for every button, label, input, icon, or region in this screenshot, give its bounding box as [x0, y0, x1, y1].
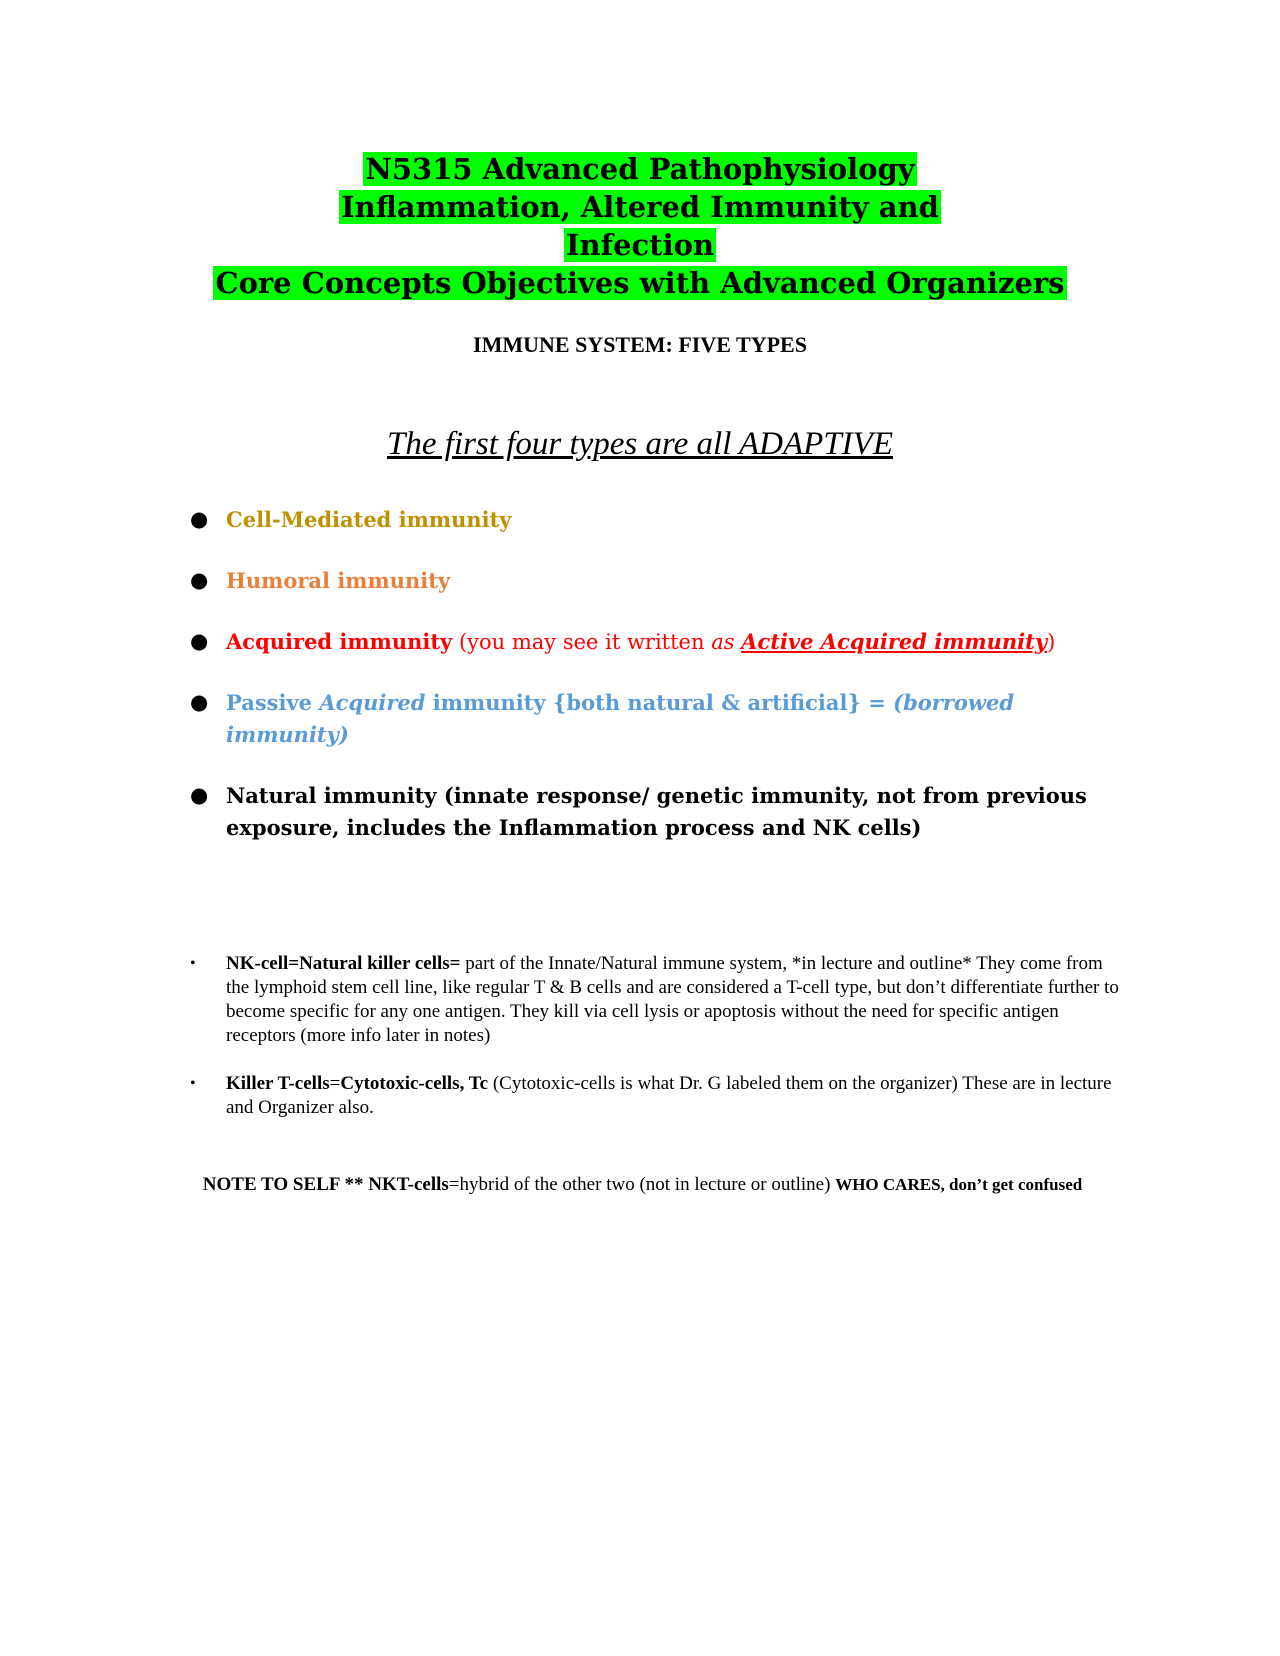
killer-t-term: Killer T-cells [226, 1073, 330, 1094]
humoral-text: Humoral immunity [226, 568, 451, 593]
list-item-cell-mediated [190, 504, 1090, 536]
bullet-icon: • [190, 955, 196, 972]
acquired-note-close: ) [1047, 630, 1056, 654]
passive-part2: Acquired [319, 690, 426, 715]
section-subtitle: IMMUNE SYSTEM: FIVE TYPES [473, 332, 807, 357]
cytotoxic-term: Cytotoxic-cells, Tc [340, 1073, 489, 1094]
immune-types-list [190, 504, 1090, 873]
adaptive-heading: The first four types are all ADAPTIVE [387, 426, 893, 462]
bullet-icon: ● [190, 629, 209, 653]
list-item-humoral [190, 565, 1090, 597]
bullet-icon: ● [190, 507, 209, 531]
nk-cell-term: NK-cell=Natural killer cells= [226, 953, 461, 974]
bullet-icon: ● [190, 783, 209, 807]
title-line-2: Inflammation, Altered Immunity and [341, 190, 939, 224]
note-text: =hybrid of the other two (not in lecture or outline) [448, 1174, 836, 1195]
cell-mediated-text: Cell-Mediated immunity [226, 507, 512, 532]
note-prefix: NOTE TO SELF ** NKT-cells [202, 1174, 449, 1195]
document-title [0, 150, 1280, 302]
natural-text: Natural immunity (innate response/ genetic immunity, not from previous exposure, includes the Inflammation process and NK cells) [226, 783, 1087, 840]
passive-part4: (borrowed immunity) [226, 690, 1015, 747]
killer-t-description: (Cytotoxic-cells is what Dr. G labeled them on the organizer) These are in lecture and Organizer also. [226, 1073, 1112, 1118]
cell-notes-list [190, 952, 1130, 1144]
active-acquired-term: Active Acquired immunity [741, 629, 1048, 654]
acquired-label: Acquired immunity [226, 629, 453, 654]
note-to-self [175, 1173, 1110, 1196]
list-item-acquired [190, 626, 1090, 658]
passive-part3: immunity {both natural & artificial} = [425, 690, 894, 715]
title-line-1: N5315 Advanced Pathophysiology [365, 152, 915, 186]
killer-t-eq: = [329, 1073, 341, 1094]
acquired-note-as: as [711, 630, 735, 654]
list-item-killer-t [190, 1072, 1130, 1120]
nk-cell-description: part of the Innate/Natural immune system, *in lecture and outline* They come from the lymphoid stem cell line, like regular T & B cells and are considered a T-cell type, but don’t differentiate further to become specific for any one antigen. They kill via cell lysis or apoptosis without the need for specific antigen receptors (more info later in notes) [226, 953, 1119, 1046]
title-line-4: Core Concepts Objectives with Advanced Organizers [215, 266, 1065, 300]
bullet-icon: • [190, 1075, 196, 1092]
bullet-icon: ● [190, 568, 209, 592]
note-emphasis: WHO CARES, don’t get confused [835, 1175, 1083, 1194]
bullet-icon: ● [190, 690, 209, 714]
title-line-3: Infection [565, 228, 715, 262]
acquired-note-open: (you may see it written [452, 630, 712, 654]
passive-part1: Passive [226, 690, 320, 715]
list-item-natural [190, 780, 1090, 844]
list-item-passive [190, 687, 1090, 751]
list-item-nk-cell [190, 952, 1130, 1048]
